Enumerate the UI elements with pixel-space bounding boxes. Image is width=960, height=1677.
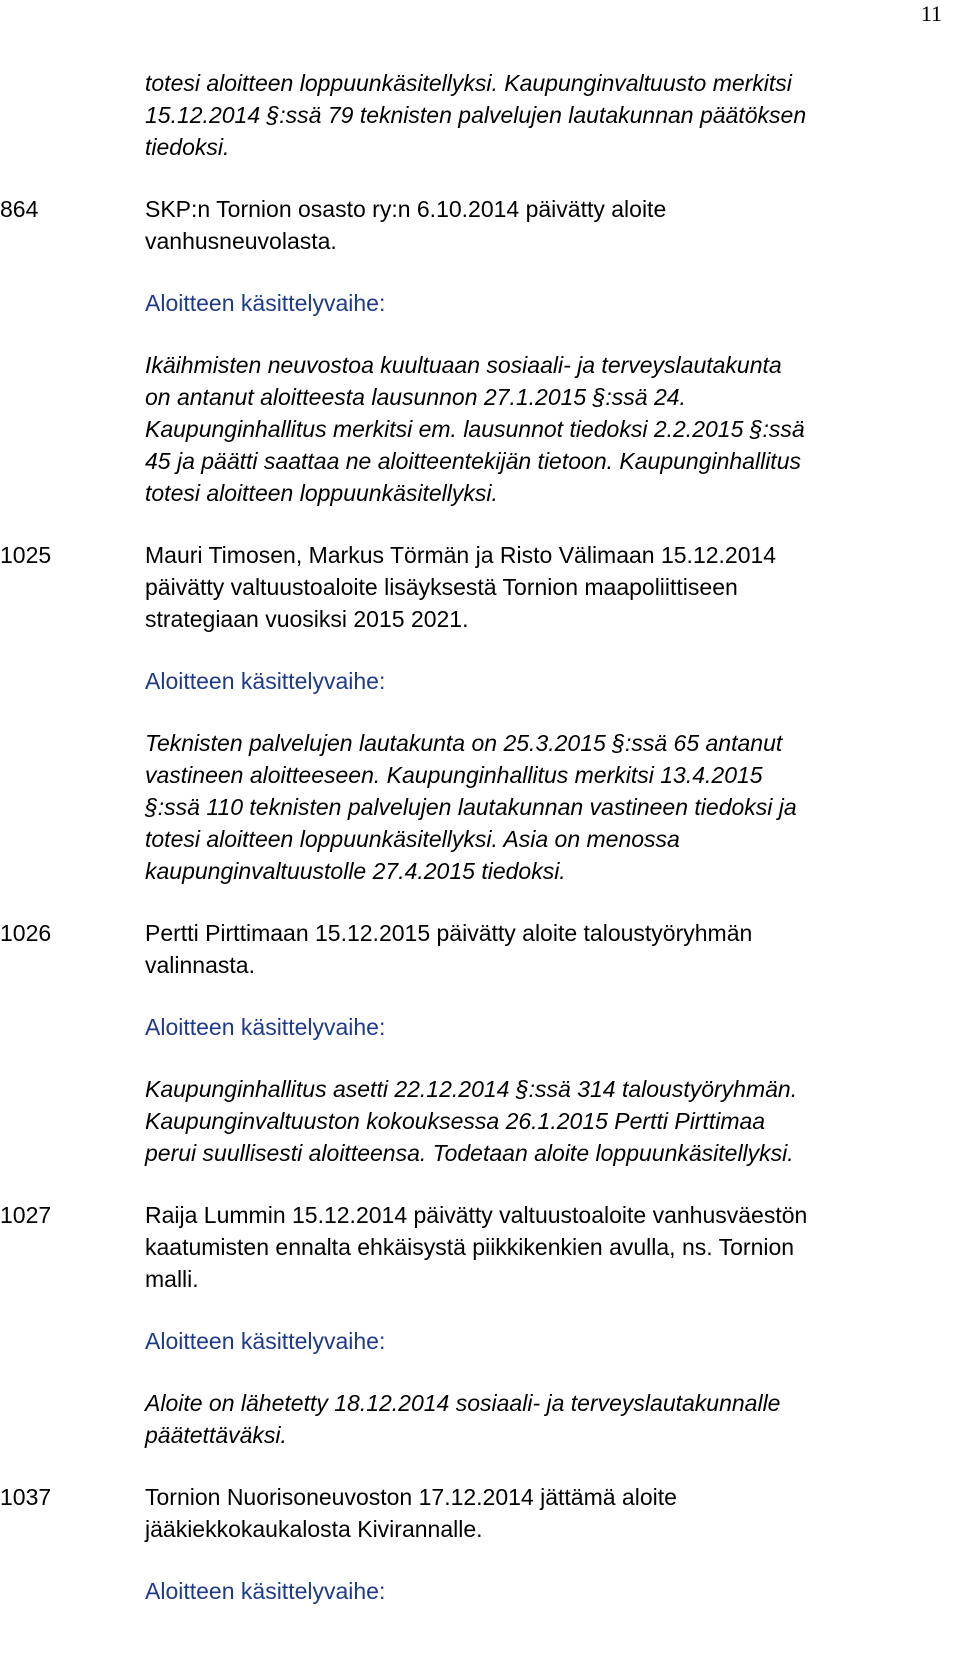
status-line: totesi aloitteen loppuunkäsitellyksi.: [145, 480, 498, 506]
item-title-line: Mauri Timosen, Markus Törmän ja Risto Välimaan 15.12.2014: [145, 542, 777, 568]
status-line: Kaupunginhallitus merkitsi em. lausunnot tiedoksi 2.2.2015 §:ssä: [145, 416, 805, 442]
stage-label: Aloitteen käsittelyvaihe:: [145, 1328, 386, 1354]
status-line: totesi aloitteen loppuunkäsitellyksi. Asia on menossa: [145, 826, 680, 852]
status-line: Kaupunginhallitus asetti 22.12.2014 §:ssä 314 taloustyöryhmän.: [145, 1076, 798, 1102]
stage-label: Aloitteen käsittelyvaihe:: [145, 1014, 386, 1040]
item-number: 1027: [0, 1202, 52, 1228]
status-line: perui suullisesti aloitteensa. Todetaan aloite loppuunkäsitellyksi.: [145, 1140, 794, 1166]
item-title-line: päivätty valtuustoaloite lisäyksestä Tornion maapoliittiseen: [145, 574, 738, 600]
item-title-line: Raija Lummin 15.12.2014 päivätty valtuustoaloite vanhusväestön: [145, 1202, 808, 1228]
item-title-line: strategiaan vuosiksi 2015 2021.: [145, 606, 469, 632]
item-title-line: Pertti Pirttimaan 15.12.2015 päivätty aloite taloustyöryhmän: [145, 920, 753, 946]
item-title-line: jääkiekkokaukalosta Kivirannalle.: [145, 1516, 483, 1542]
status-line: päätettäväksi.: [145, 1422, 287, 1448]
status-line: kaupunginvaltuustolle 27.4.2015 tiedoksi.: [145, 858, 566, 884]
item-title-line: SKP:n Tornion osasto ry:n 6.10.2014 päivätty aloite: [145, 196, 667, 222]
item-number: 1025: [0, 542, 52, 568]
status-line: Kaupunginvaltuuston kokouksessa 26.1.2015 Pertti Pirttimaa: [145, 1108, 766, 1134]
stage-label: Aloitteen käsittelyvaihe:: [145, 668, 386, 694]
status-line: Aloite on lähetetty 18.12.2014 sosiaali- ja terveyslautakunnalle: [145, 1390, 781, 1416]
item-title-line: malli.: [145, 1266, 199, 1292]
item-number: 864: [0, 196, 39, 222]
item-title-line: valinnasta.: [145, 952, 255, 978]
item-number: 1037: [0, 1484, 52, 1510]
stage-label: Aloitteen käsittelyvaihe:: [145, 290, 386, 316]
item-title-line: vanhusneuvolasta.: [145, 228, 337, 254]
status-line: on antanut aloitteesta lausunnon 27.1.2015 §:ssä 24.: [145, 384, 686, 410]
intro-line: totesi aloitteen loppuunkäsitellyksi. Kaupunginvaltuusto merkitsi: [145, 70, 792, 96]
item-title-line: Tornion Nuorisoneuvoston 17.12.2014 jättämä aloite: [145, 1484, 677, 1510]
stage-label: Aloitteen käsittelyvaihe:: [145, 1578, 386, 1604]
status-line: §:ssä 110 teknisten palvelujen lautakunnan vastineen tiedoksi ja: [145, 794, 797, 820]
status-line: 45 ja päätti saattaa ne aloitteentekijän tietoon. Kaupunginhallitus: [145, 448, 801, 474]
intro-line: 15.12.2014 §:ssä 79 teknisten palvelujen lautakunnan päätöksen: [145, 102, 807, 128]
item-title-line: kaatumisten ennalta ehkäisystä piikkikenkien avulla, ns. Tornion: [145, 1234, 795, 1260]
intro-line: tiedoksi.: [145, 134, 230, 160]
item-number: 1026: [0, 920, 52, 946]
status-line: vastineen aloitteeseen. Kaupunginhallitus merkitsi 13.4.2015: [145, 762, 763, 788]
status-line: Teknisten palvelujen lautakunta on 25.3.2015 §:ssä 65 antanut: [145, 730, 783, 756]
status-line: Ikäihmisten neuvostoa kuultuaan sosiaali- ja terveyslautakunta: [145, 352, 782, 378]
page-number: 11: [920, 1, 942, 26]
